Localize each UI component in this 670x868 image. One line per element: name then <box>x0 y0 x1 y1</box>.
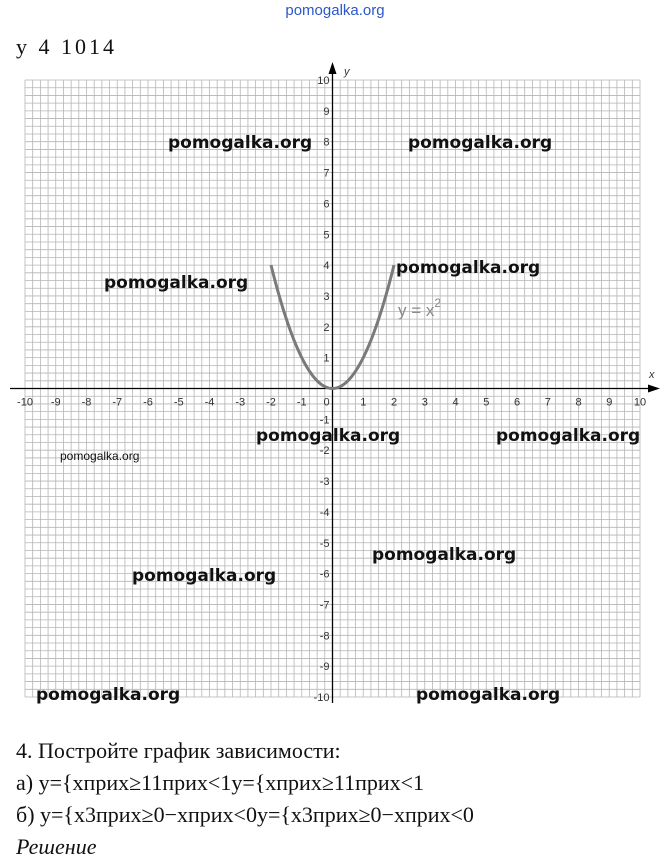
y-axis-arrow <box>329 62 337 74</box>
watermark: pomogalka.org <box>168 133 313 153</box>
y-tick-label: -8 <box>319 630 330 643</box>
watermark: pomogalka.org <box>60 449 140 463</box>
x-tick-label: 7 <box>544 396 551 409</box>
curve-label: $y = x^2$ <box>398 296 442 320</box>
x-tick-label: 8 <box>575 396 582 409</box>
x-tick-label: 3 <box>421 396 428 409</box>
watermark: pomogalka.org <box>256 426 401 446</box>
x-axis-arrow <box>648 385 660 393</box>
x-tick-label: 9 <box>606 396 613 409</box>
graph <box>0 60 670 720</box>
y-tick-label: -10 <box>313 692 330 704</box>
x-tick-label: -1 <box>296 396 307 409</box>
watermark: pomogalka.org <box>408 133 553 153</box>
x-tick-label: -7 <box>112 396 123 409</box>
y-tick-label: 8 <box>323 136 330 149</box>
y-tick-label: 9 <box>323 105 330 118</box>
y-axis-label: y <box>344 66 350 78</box>
y-tick-label: 3 <box>323 290 330 303</box>
y-tick-label: 4 <box>323 260 330 273</box>
x-tick-label: -10 <box>17 396 33 409</box>
watermark: pomogalka.org <box>372 545 517 565</box>
task-title: 4. Постройте график зависимости: <box>16 738 341 763</box>
x-tick-label: -3 <box>235 396 246 409</box>
y-tick-label: -7 <box>319 599 330 612</box>
y-tick-label: -2 <box>319 445 330 458</box>
x-tick-label: 10 <box>633 396 647 409</box>
y-tick-label: -5 <box>319 537 330 550</box>
y-tick-label: 5 <box>323 229 330 242</box>
y-tick-label: 1 <box>323 352 330 365</box>
x-tick-label: 2 <box>390 396 398 409</box>
x-tick-label: 4 <box>452 396 459 409</box>
x-axis-label: x <box>649 369 655 381</box>
y-tick-label: -9 <box>319 661 330 674</box>
x-tick-label: -5 <box>173 396 184 409</box>
axes <box>10 62 660 703</box>
x-tick-label: 6 <box>513 396 521 409</box>
solution-label[interactable]: Решение <box>16 834 97 859</box>
watermark: pomogalka.org <box>396 258 541 278</box>
watermark: pomogalka.org <box>496 426 641 446</box>
x-tick-label: 0 <box>323 396 330 409</box>
x-tick-label: -2 <box>266 396 276 409</box>
x-tick-label: -6 <box>143 396 153 409</box>
x-tick-label: -8 <box>81 396 92 409</box>
x-tick-label: -4 <box>204 396 215 409</box>
y-tick-label: 6 <box>323 198 330 211</box>
x-tick-label: 5 <box>483 396 490 409</box>
y-tick-label: -6 <box>319 568 330 581</box>
watermark: pomogalka.org <box>416 685 561 705</box>
y-tick-label: 10 <box>317 75 330 87</box>
task-part-a: а) y={xприx≥11приx<1y={xприx≥11приx<1 <box>16 770 425 795</box>
y-tick-label: 2 <box>323 321 330 334</box>
task-part-b: б) y={x3приx≥0−xприx<0y={x3приx≥0−xприx<0 <box>16 802 474 827</box>
x-tick-label: -9 <box>50 396 61 409</box>
exercise-label: у 4 1014 <box>16 34 117 59</box>
y-tick-label: 7 <box>323 167 330 180</box>
watermark: pomogalka.org <box>36 685 181 705</box>
site-header[interactable]: pomogalka.org <box>285 2 385 19</box>
watermark: pomogalka.org <box>104 273 249 293</box>
y-tick-label: -1 <box>319 414 330 427</box>
y-tick-label: -4 <box>319 506 330 519</box>
y-tick-label: -3 <box>319 476 330 489</box>
watermark: pomogalka.org <box>132 566 277 586</box>
x-tick-label: 1 <box>360 396 367 409</box>
